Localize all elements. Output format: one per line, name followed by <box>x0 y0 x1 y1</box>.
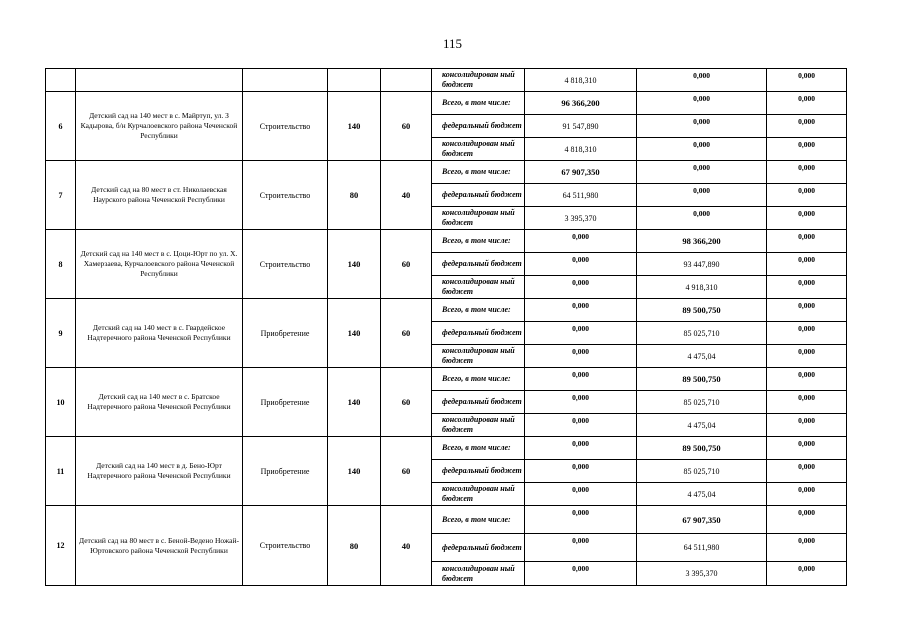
value-year-2: 3 395,370 <box>637 562 767 586</box>
table-row <box>46 230 847 253</box>
value-year-1: 0,000 <box>525 322 637 345</box>
value-year-2: 4 475,04 <box>637 345 767 368</box>
source-label: консолидирован ный бюджет <box>432 414 525 437</box>
value-year-3: 0,000 <box>767 534 847 562</box>
value-year-2: 85 025,710 <box>637 460 767 483</box>
capacity-groups: 60 <box>381 230 432 299</box>
capacity-places: 140 <box>328 368 381 437</box>
capacity-places: 80 <box>328 506 381 586</box>
value-year-1: 96 366,200 <box>525 92 637 115</box>
value-year-1: 0,000 <box>525 506 637 534</box>
value-year-2: 89 500,750 <box>637 299 767 322</box>
capacity-places: 140 <box>328 92 381 161</box>
value-year-2: 0,000 <box>637 115 767 138</box>
value-3: 0,000 <box>767 69 847 92</box>
source-label: Всего, в том числе: <box>432 368 525 391</box>
value-year-3: 0,000 <box>767 138 847 161</box>
source-label: федеральный бюджет <box>432 115 525 138</box>
capacity-places: 140 <box>328 437 381 506</box>
value-year-3: 0,000 <box>767 92 847 115</box>
source-label: федеральный бюджет <box>432 184 525 207</box>
value-year-2: 4 475,04 <box>637 483 767 506</box>
cell-cap2 <box>381 69 432 92</box>
cell-cap1 <box>328 69 381 92</box>
value-year-2: 98 366,200 <box>637 230 767 253</box>
value-year-1: 67 907,350 <box>525 161 637 184</box>
row-number: 11 <box>46 437 76 506</box>
value-year-1: 0,000 <box>525 483 637 506</box>
source-label: консолидирован ный бюджет <box>432 562 525 586</box>
value-year-3: 0,000 <box>767 115 847 138</box>
work-type: Приобретение <box>243 368 328 437</box>
table-row <box>46 506 847 534</box>
value-year-3: 0,000 <box>767 506 847 534</box>
table-row <box>46 92 847 115</box>
value-year-1: 0,000 <box>525 437 637 460</box>
source-label: консолидирован ный бюджет <box>432 345 525 368</box>
capacity-groups: 60 <box>381 368 432 437</box>
object-name: Детский сад на 140 мест в с. Майртуп, ул. З Кадырова, б/н Курчалоевского района Чеченской Республики <box>76 92 243 161</box>
table-row <box>46 299 847 322</box>
value-year-1: 0,000 <box>525 345 637 368</box>
cell-type <box>243 69 328 92</box>
value-year-1: 0,000 <box>525 414 637 437</box>
value-year-1: 91 547,890 <box>525 115 637 138</box>
value-year-3: 0,000 <box>767 414 847 437</box>
value-year-1: 0,000 <box>525 230 637 253</box>
object-name: Детский сад на 80 мест в с. Беной-Ведено Ножай- Юртовского района Чеченской Республики <box>76 506 243 586</box>
source-label: федеральный бюджет <box>432 322 525 345</box>
value-year-3: 0,000 <box>767 184 847 207</box>
capacity-places: 140 <box>328 299 381 368</box>
source-label: федеральный бюджет <box>432 460 525 483</box>
source-label: федеральный бюджет <box>432 253 525 276</box>
value-year-1: 0,000 <box>525 299 637 322</box>
value-year-1: 0,000 <box>525 276 637 299</box>
value-year-2: 0,000 <box>637 207 767 230</box>
value-year-2: 4 918,310 <box>637 276 767 299</box>
value-year-2: 89 500,750 <box>637 437 767 460</box>
work-type: Строительство <box>243 506 328 586</box>
source-label: федеральный бюджет <box>432 534 525 562</box>
value-year-2: 0,000 <box>637 184 767 207</box>
funding-table <box>45 68 847 586</box>
source-label: Всего, в том числе: <box>432 92 525 115</box>
source-label: Всего, в том числе: <box>432 161 525 184</box>
source-label: Всего, в том числе: <box>432 299 525 322</box>
object-name: Детский сад на 140 мест в д. Бено-Юрт Надтеречного района Чеченской Республики <box>76 437 243 506</box>
source-label: консолидирован ный бюджет <box>432 483 525 506</box>
table-row <box>46 437 847 460</box>
value-year-1: 0,000 <box>525 368 637 391</box>
page-number: 115 <box>442 36 463 51</box>
value-year-1: 0,000 <box>525 253 637 276</box>
value-year-2: 89 500,750 <box>637 368 767 391</box>
capacity-groups: 60 <box>381 299 432 368</box>
object-name: Детский сад на 140 мест в с. Гвардейское Надтеречного района Чеченской Республики <box>76 299 243 368</box>
row-number: 9 <box>46 299 76 368</box>
work-type: Приобретение <box>243 437 328 506</box>
source-label: Всего, в том числе: <box>432 506 525 534</box>
value-year-3: 0,000 <box>767 345 847 368</box>
capacity-groups: 40 <box>381 506 432 586</box>
cell-name <box>76 69 243 92</box>
source-label: консолидирован ный бюджет <box>432 69 525 92</box>
table-row-top <box>46 69 847 92</box>
value-1: 4 818,310 <box>525 69 637 92</box>
value-year-1: 64 511,980 <box>525 184 637 207</box>
value-year-3: 0,000 <box>767 483 847 506</box>
value-year-3: 0,000 <box>767 391 847 414</box>
work-type: Строительство <box>243 92 328 161</box>
value-year-1: 0,000 <box>525 562 637 586</box>
value-year-3: 0,000 <box>767 460 847 483</box>
value-year-2: 85 025,710 <box>637 322 767 345</box>
source-label: консолидирован ный бюджет <box>432 276 525 299</box>
object-name: Детский сад на 80 мест в ст. Николаевская Наурского района Чеченской Республики <box>76 161 243 230</box>
value-year-2: 85 025,710 <box>637 391 767 414</box>
value-year-1: 0,000 <box>525 460 637 483</box>
object-name: Детский сад на 140 мест в с. Цоци-Юрт по ул. Х. Хамерзаева, Курчалоевского района Чеченской Республики <box>76 230 243 299</box>
work-type: Строительство <box>243 230 328 299</box>
work-type: Строительство <box>243 161 328 230</box>
value-year-3: 0,000 <box>767 230 847 253</box>
capacity-groups: 40 <box>381 161 432 230</box>
value-2: 0,000 <box>637 69 767 92</box>
value-year-1: 4 818,310 <box>525 138 637 161</box>
source-label: консолидирован ный бюджет <box>432 138 525 161</box>
value-year-3: 0,000 <box>767 276 847 299</box>
value-year-3: 0,000 <box>767 253 847 276</box>
value-year-1: 3 395,370 <box>525 207 637 230</box>
source-label: Всего, в том числе: <box>432 230 525 253</box>
capacity-groups: 60 <box>381 437 432 506</box>
capacity-places: 140 <box>328 230 381 299</box>
source-label: федеральный бюджет <box>432 391 525 414</box>
table-row <box>46 161 847 184</box>
table-row <box>46 368 847 391</box>
row-number: 10 <box>46 368 76 437</box>
row-number: 7 <box>46 161 76 230</box>
value-year-2: 0,000 <box>637 138 767 161</box>
value-year-1: 0,000 <box>525 391 637 414</box>
value-year-2: 93 447,890 <box>637 253 767 276</box>
source-label: Всего, в том числе: <box>432 437 525 460</box>
capacity-groups: 60 <box>381 92 432 161</box>
row-number: 12 <box>46 506 76 586</box>
value-year-2: 64 511,980 <box>637 534 767 562</box>
work-type: Приобретение <box>243 299 328 368</box>
value-year-2: 0,000 <box>637 92 767 115</box>
value-year-2: 67 907,350 <box>637 506 767 534</box>
value-year-3: 0,000 <box>767 161 847 184</box>
source-label: консолидирован ный бюджет <box>432 207 525 230</box>
value-year-2: 4 475,04 <box>637 414 767 437</box>
value-year-2: 0,000 <box>637 161 767 184</box>
value-year-3: 0,000 <box>767 368 847 391</box>
row-number: 6 <box>46 92 76 161</box>
cell-num <box>46 69 76 92</box>
value-year-3: 0,000 <box>767 437 847 460</box>
value-year-3: 0,000 <box>767 299 847 322</box>
capacity-places: 80 <box>328 161 381 230</box>
value-year-3: 0,000 <box>767 322 847 345</box>
row-number: 8 <box>46 230 76 299</box>
object-name: Детский сад на 140 мест в с. Братское Надтеречного района Чеченской Республики <box>76 368 243 437</box>
value-year-1: 0,000 <box>525 534 637 562</box>
value-year-3: 0,000 <box>767 562 847 586</box>
value-year-3: 0,000 <box>767 207 847 230</box>
